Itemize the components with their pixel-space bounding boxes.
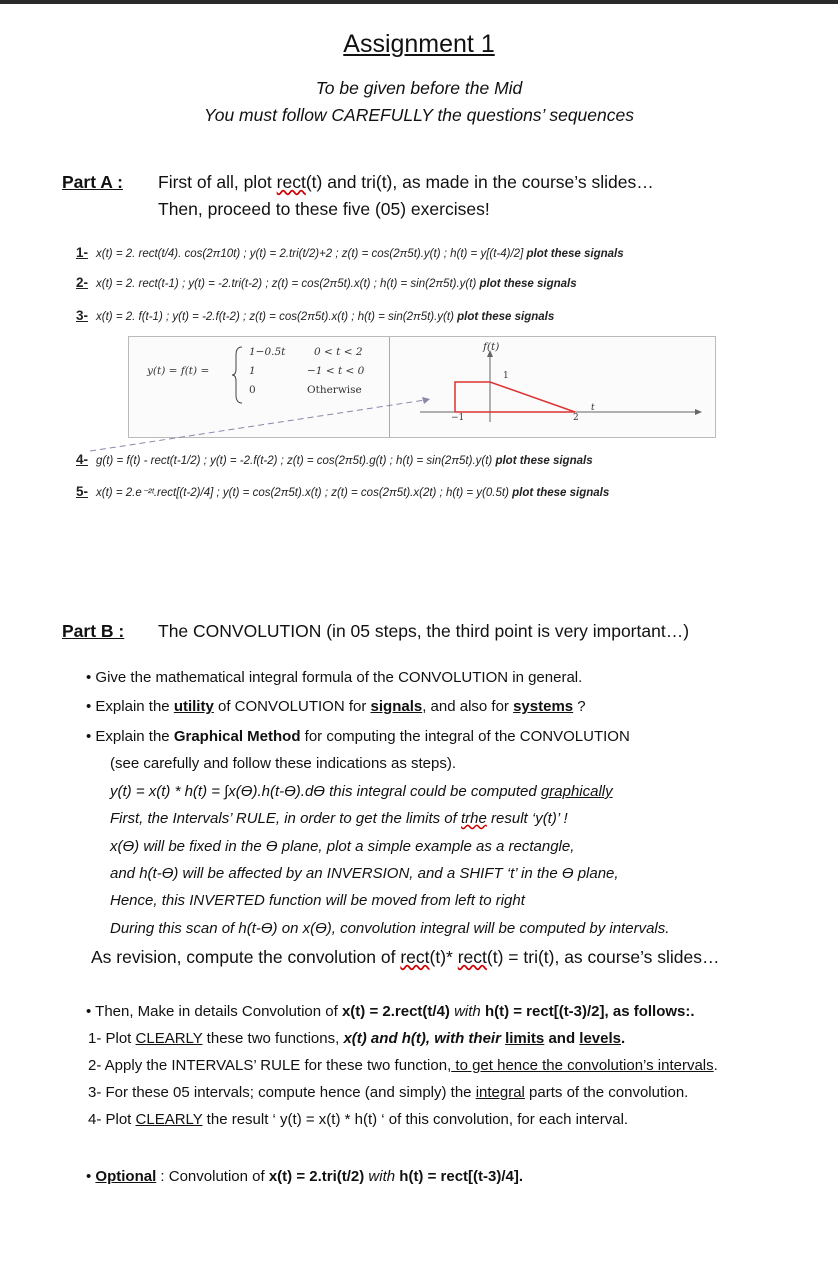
optional-task: • Optional : Convolution of x(t) = 2.tri(t/2) with h(t) = rect[(t-3)/4].	[86, 1168, 524, 1185]
f-plot-label: f(t)	[483, 341, 500, 353]
task-step-4: 4- Plot CLEARLY the result ‘ y(t) = x(t) * h(t) ‘ of this convolution, for each interval.	[88, 1111, 629, 1128]
f-cond2: −1 < t < 0	[307, 365, 365, 377]
exercise-4: 4- g(t) = f(t) - rect(t-1/2) ; y(t) = -2.f(t-2) ; z(t) = cos(2π5t).g(t) ; h(t) = sin(2π5t).y(t) plot these signals	[76, 452, 593, 467]
task-intro: • Then, Make in details Convolution of x(t) = 2.rect(t/4) with h(t) = rect[(t-3)/2], as follows:.	[86, 1003, 695, 1020]
top-border	[0, 0, 838, 4]
f-case1: 1−0.5t	[249, 346, 286, 358]
task-step-3: 3- For these 05 intervals; compute hence (and simply) the integral parts of the convolution.	[88, 1084, 689, 1101]
indication-5: Hence, this INVERTED function will be moved from left to right	[110, 892, 525, 909]
indication-2: First, the Intervals’ RULE, in order to get the limits of trhe result ‘y(t)’ !	[110, 810, 568, 827]
indication-6: During this scan of h(t-ϴ) on x(ϴ), convolution integral will be computed by intervals.	[110, 920, 670, 937]
task-step-1: 1- Plot CLEARLY these two functions, x(t) and h(t), with their limits and levels.	[88, 1030, 626, 1047]
subtitle-instructions: You must follow CAREFULLY the questions’ sequences	[204, 105, 634, 125]
part-a-label: Part A :	[62, 172, 123, 192]
exercise-1: 1- x(t) = 2. rect(t/4). cos(2π10t) ; y(t) = 2.tri(t/2)+2 ; z(t) = cos(2π5t).y(t) ; h(t) = y[(t-4)/2] plot these signals	[76, 245, 624, 260]
f-cond3: Otherwise	[307, 384, 362, 396]
part-b-heading: The CONVOLUTION (in 05 steps, the third point is very important…)	[158, 621, 690, 641]
revision-line: As revision, compute the convolution of rect(t)* rect(t) = tri(t), as course’s slides…	[91, 947, 720, 967]
part-a-line1: First of all, plot rect(t) and tri(t), as made in the course’s slides…	[158, 172, 654, 192]
f-level-1: 1	[503, 371, 509, 381]
exercise-3: 3- x(t) = 2. f(t-1) ; y(t) = -2.f(t-2) ; z(t) = cos(2π5t).x(t) ; h(t) = sin(2π5t).y(t) plot these signals	[76, 308, 555, 323]
f-curve	[455, 382, 575, 412]
page-title: Assignment 1	[343, 30, 495, 58]
f-case2: 1	[249, 365, 256, 377]
t-axis-arrow-icon	[695, 409, 702, 415]
bullet-graphical: • Explain the Graphical Method for computing the integral of the CONVOLUTION	[86, 728, 630, 745]
f-case3: 0	[249, 384, 256, 396]
f-tick-2: 2	[573, 413, 579, 423]
f-tick-neg1: −1	[451, 413, 465, 423]
bullet-formula: • Give the mathematical integral formula of the CONVOLUTION in general.	[86, 669, 583, 686]
graphical-subnote: (see carefully and follow these indications as steps).	[110, 755, 457, 772]
indication-1: y(t) = x(t) * h(t) = ∫x(ϴ).h(t-ϴ).dϴ this integral could be computed graphically	[110, 783, 613, 800]
exercise-2: 2- x(t) = 2. rect(t-1) ; y(t) = -2.tri(t-2) ; z(t) = cos(2π5t).x(t) ; h(t) = sin(2π5t).y(t) plot these signals	[76, 275, 577, 290]
indication-4: and h(t-ϴ) will be affected by an INVERSION, and a SHIFT ‘t’ in the ϴ plane,	[110, 865, 619, 882]
task-step-2: 2- Apply the INTERVALS’ RULE for these two function, to get hence the convolution’s intervals.	[88, 1057, 718, 1074]
indication-3: x(ϴ) will be fixed in the ϴ plane, plot a simple example as a rectangle,	[110, 838, 575, 855]
subtitle-deadline: To be given before the Mid	[315, 78, 523, 98]
exercise-5: 5- x(t) = 2.e⁻²ᵗ.rect[(t-2)/4] ; y(t) = cos(2π5t).x(t) ; z(t) = cos(2π5t).x(2t) ; h(t) = y(0.5t) plot these signals	[76, 484, 610, 499]
dashed-pointer	[90, 396, 440, 456]
f-cond1: 0 < t < 2	[314, 346, 363, 358]
f-lhs: y(t) = f(t) =	[147, 365, 210, 377]
f-axis-t: t	[591, 403, 595, 413]
part-b-label: Part B :	[62, 621, 125, 641]
bullet-utility: • Explain the utility of CONVOLUTION for signals, and also for systems ?	[86, 698, 586, 715]
part-a-line2: Then, proceed to these five (05) exercises!	[158, 199, 490, 219]
